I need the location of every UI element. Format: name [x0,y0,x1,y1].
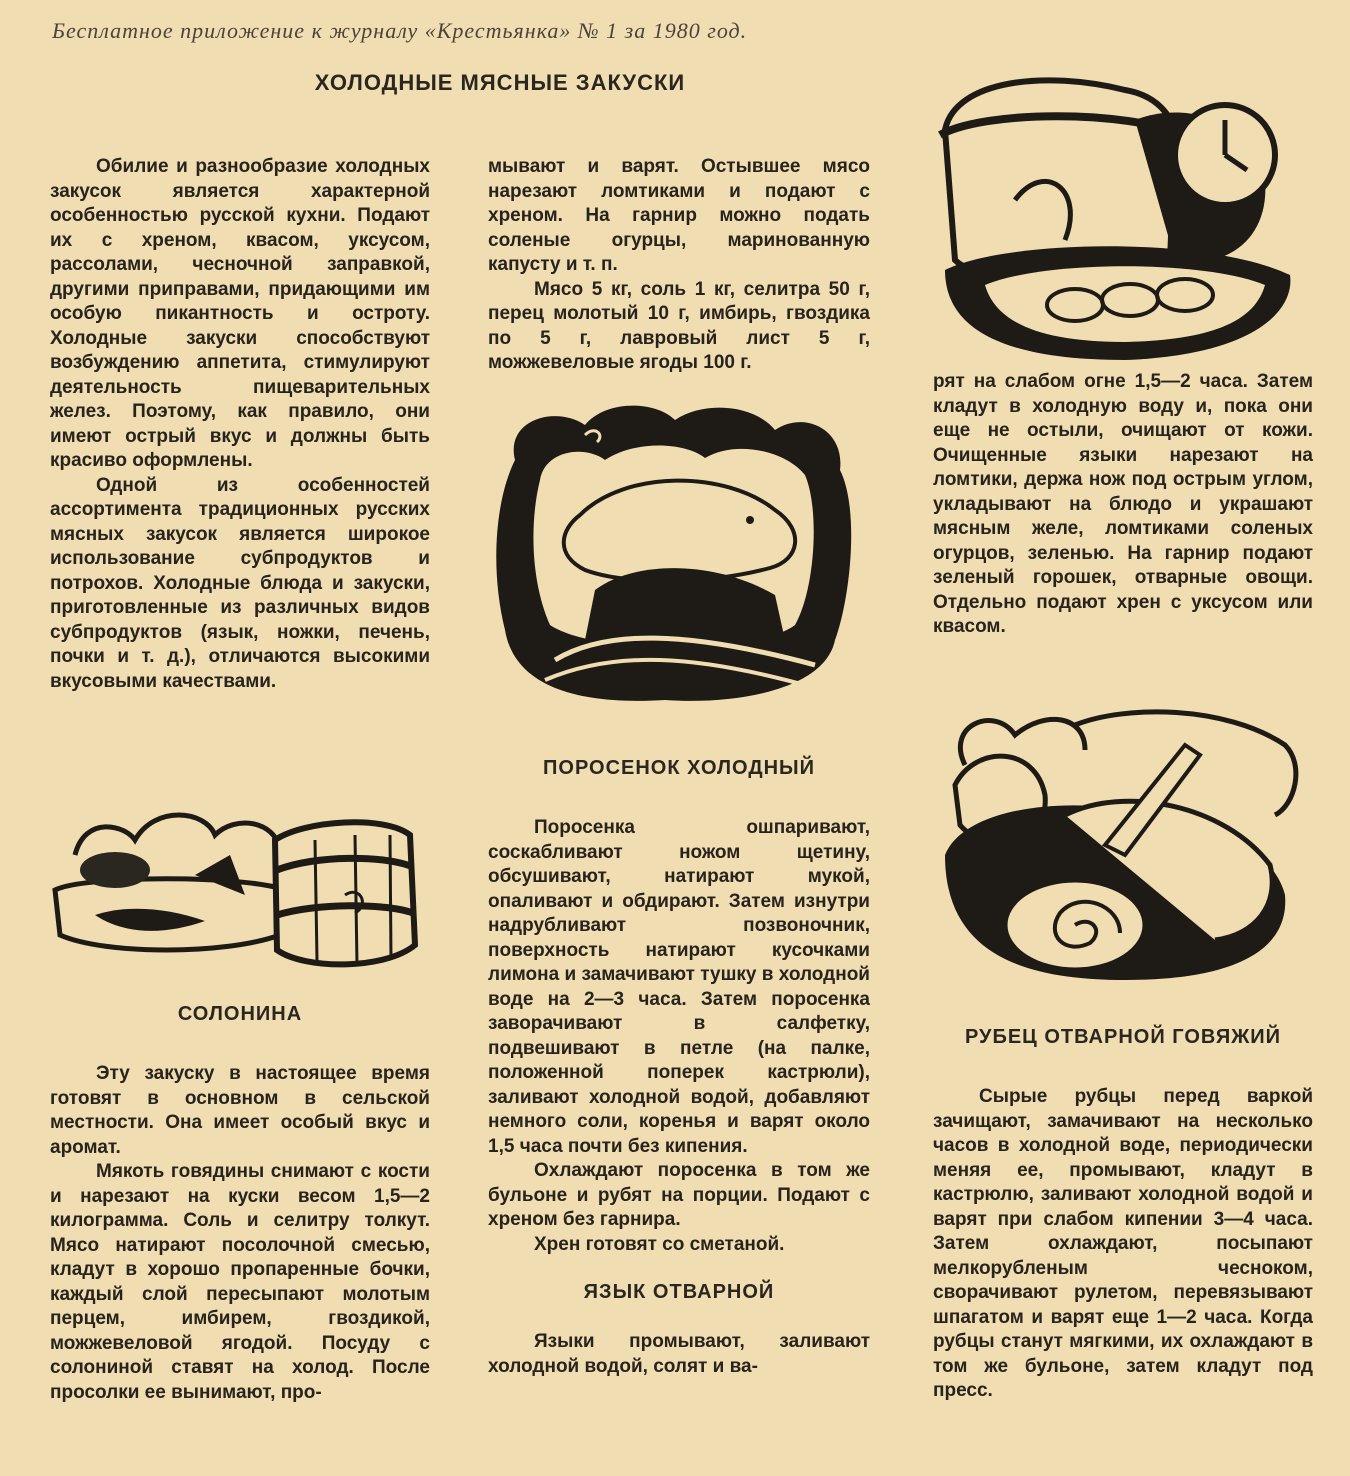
tripe-roll-illustration [925,705,1310,990]
paragraph: рят на слабом огне 1,5—2 часа. Затем кладут в холодную воду и, пока они еще не остыли, очищают от кожи. Очищенные языки нарезают на ломтики, держа нож под острым углом, укладывают на блюдо и украшают мясным желе, ломтиками соленых огурцов, зеленью. На гарнир подают зеленый горошек, отварные овощи. Отдельно подают хрен с уксусом или квасом. [933,371,1313,637]
column-1-solonina [50,1003,430,1405]
paragraph: Поросенка ошпаривают, соскабливают ножом щетину, обсушивают, натирают мукой, опаливают и обдирают. Затем изнутри надрубливают позвоночник, поверхность натирают кусочками лимона и замачивают тушку в холодной воде на 2—3 часа. Затем поросенка заворачивают в салфетку, подвешивают в петле (на палке, положенной поперек кастрюли), заливают холодной водой, добавляют немного соли, коренья и варят около 1,5 часа почти без кипения. [488,817,870,1157]
paragraph: Обилие и разнообразие холодных закусок является характерной особенностью русской кухни. Подают их с хреном, квасом, уксусом, рассолами, чесночной заправкой, другими приправами, придающими им особую пикантность и остроту. Холодные закуски способствуют возбуждению аппетита, стимулируют деятельность пищеварительных желез. Поэтому, как правило, они имеют острый вкус и должны быть красиво оформлены. [50,156,430,471]
page-header: Бесплатное приложение к журналу «Крестьянка» № 1 за 1980 год. [52,18,748,43]
paragraph: мывают и варят. Остывшее мясо нарезают ломтиками и подают с хреном. На гарнир можно подать соленые огурцы, маринованную капусту и т. п. [488,156,870,275]
paragraph: Хрен готовят со сметаной. [534,1233,785,1255]
paragraph: Эту закуску в настоящее время готовят в основном в сельской местности. Она имеет особый вкус и аромат. [50,1063,430,1158]
page-title: ХОЛОДНЫЕ МЯСНЫЕ ЗАКУСКИ [314,70,686,95]
column-3-rubec [933,1026,1313,1404]
paragraph: Охлаждают поросенка в том же бульоне и рубят на порции. Подают с хреном без гарнира. [488,1160,870,1230]
salted-meat-illustration [45,795,430,980]
paragraph: Одной из особенностей ассортимента традиционных русских мясных закусок является широкое использование субпродуктов и потрохов. Холодные блюда и закуски, приготовленные из различных видов субпродуктов (язык, ножки, печень, почки и т. д.), отличаются высокими вкусовыми качествами. [50,474,430,692]
tongue-pot-clock-illustration [925,60,1310,365]
column-1-intro [50,155,430,694]
column-2-top [488,155,870,376]
section-title-solonina: СОЛОНИНА [177,1003,303,1025]
section-title-yazyk: ЯЗЫК ОТВАРНОЙ [583,1281,775,1303]
section-title-porosenok: ПОРОСЕНОК ХОЛОДНЫЙ [543,757,815,779]
piglet-illustration [485,400,860,720]
paragraph: Сырые рубцы перед варкой зачищают, замачивают на несколько часов в холодной воде, периодически меняя ее, промывают, кладут в кастрюлю, заливают холодной водой и варят при слабом кипении 3—4 часа. Затем охлаждают, посыпают мелкорубленым чесноком, сворачивают рулетом, перевязывают шпагатом и варят еще 1—2 часа. Когда рубцы станут мягкими, их охлаждают в том же бульоне, затем кладут под пресс. [933,1086,1313,1401]
paragraph: Мякоть говядины снимают с кости и нарезают на куски весом 1,5—2 килограмма. Соль и селитру толкут. Мясо натирают посолочной смесью, кладут в хорошо пропаренные бочки, каждый слой пересыпают молотым перцем, имбирем, гвоздикой, можжевеловой ягодой. Посуду с солониной ставят на холод. После просолки ее вынимают, про- [50,1161,430,1403]
column-2-porosenok [488,757,870,1379]
recipe-ingredients: Мясо 5 кг, соль 1 кг, селитра 50 г, перец молотый 10 г, имбирь, гвоздика по 5 г, лавровый лист 5 г, можжевеловые ягоды 100 г. [488,278,870,373]
section-title-rubec: РУБЕЦ ОТВАРНОЙ ГОВЯЖИЙ [964,1026,1282,1048]
paragraph: Языки промывают, заливают холодной водой, солят и ва- [488,1331,870,1377]
column-3-top [933,370,1313,640]
